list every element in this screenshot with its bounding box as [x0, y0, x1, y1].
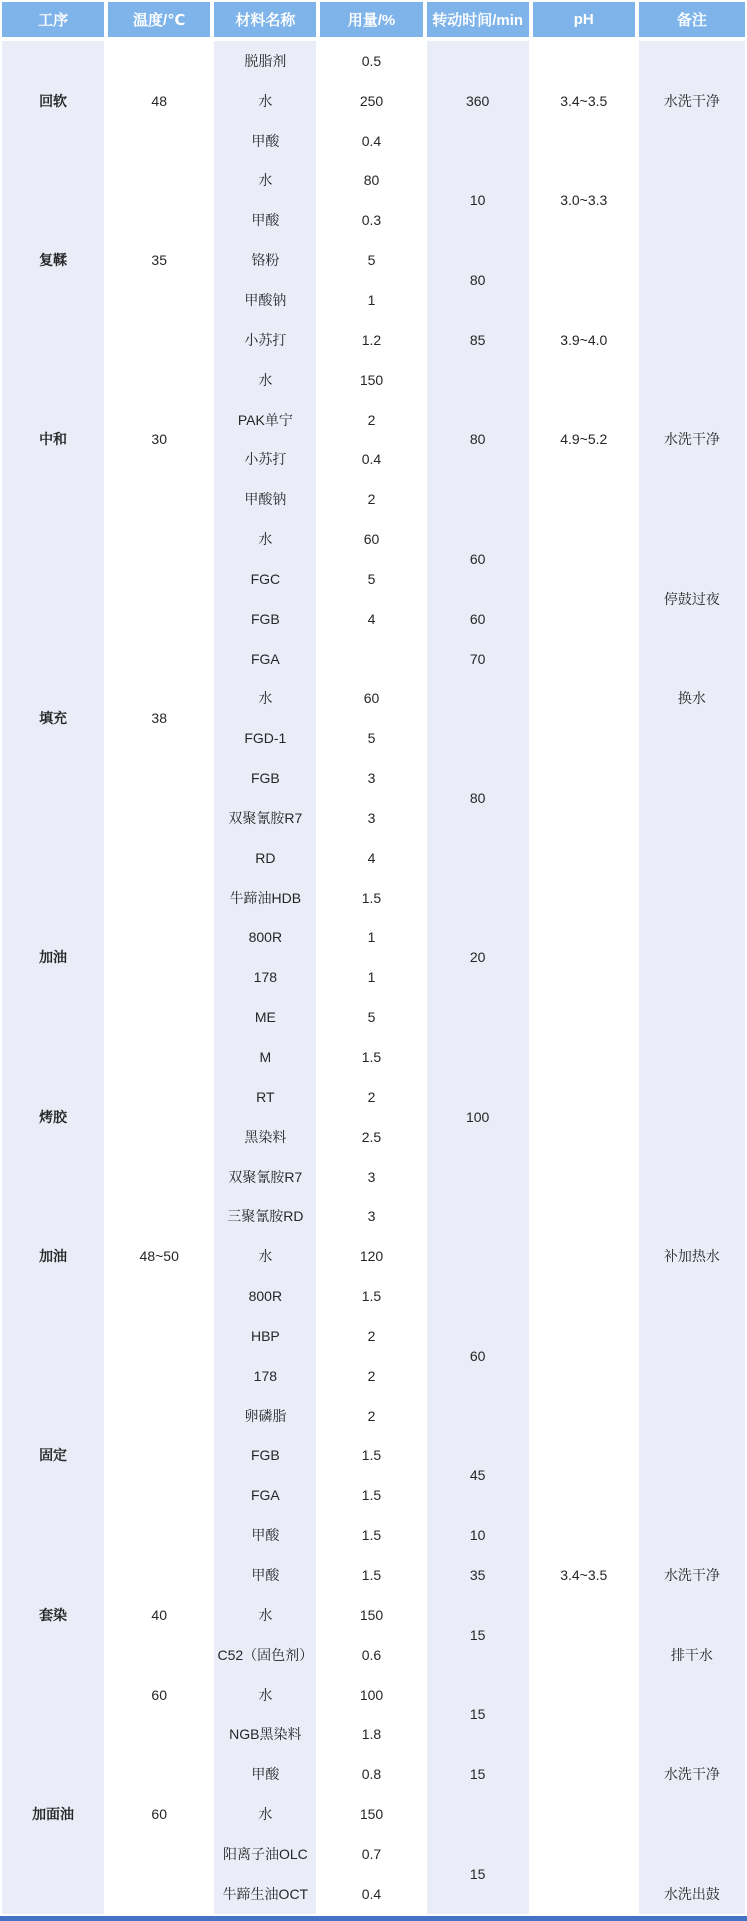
cell-amount: 120 [320, 1236, 426, 1276]
cell-amount: 3 [320, 1157, 426, 1197]
cell-amount: 100 [320, 1675, 426, 1715]
cell-ph: 3.9~4.0 [533, 320, 639, 360]
cell-note [639, 1515, 745, 1555]
cell-ph [533, 240, 639, 280]
cell-amount: 0.4 [320, 1874, 426, 1914]
cell-material: 800R [214, 918, 320, 958]
header-note: 备注 [639, 2, 745, 41]
cell-ph [533, 878, 639, 918]
cell-amount: 0.6 [320, 1635, 426, 1675]
header-temperature: 温度/℃ [108, 2, 214, 41]
cell-ph [533, 519, 639, 559]
cell-amount: 1.5 [320, 1555, 426, 1595]
table-row [2, 1396, 745, 1436]
table-row [2, 41, 745, 81]
cell-process [2, 1475, 108, 1515]
cell-time: 20 [427, 878, 533, 1037]
cell-material: RT [214, 1077, 320, 1117]
cell-time: 35 [427, 1555, 533, 1595]
cell-amount: 250 [320, 81, 426, 121]
cell-amount: 1 [320, 280, 426, 320]
cell-process [2, 1675, 108, 1715]
cell-material: 双聚氰胺R7 [214, 1157, 320, 1197]
cell-note [639, 838, 745, 878]
cell-time: 80 [427, 360, 533, 519]
cell-amount: 0.3 [320, 200, 426, 240]
cell-ph [533, 639, 639, 679]
cell-ph [533, 1157, 639, 1197]
cell-amount [320, 639, 426, 679]
cell-note [639, 1316, 745, 1356]
cell-ph [533, 599, 639, 639]
cell-material: 水 [214, 1675, 320, 1715]
cell-amount: 2 [320, 1396, 426, 1436]
table-row [2, 1874, 745, 1914]
cell-time: 70 [427, 639, 533, 679]
cell-amount: 2 [320, 1356, 426, 1396]
cell-note [639, 798, 745, 838]
cell-material: 甲酸 [214, 200, 320, 240]
cell-material: 小苏打 [214, 439, 320, 479]
cell-amount: 1.5 [320, 1475, 426, 1515]
cell-material: 双聚氰胺R7 [214, 798, 320, 838]
cell-time: 60 [427, 599, 533, 639]
cell-time: 80 [427, 240, 533, 320]
cell-amount: 1.5 [320, 1436, 426, 1476]
cell-ph [533, 1675, 639, 1715]
cell-temperature [108, 1396, 214, 1436]
cell-ph [533, 1037, 639, 1077]
cell-temperature: 30 [108, 360, 214, 519]
cell-note: 水洗干净 [639, 360, 745, 519]
cell-ph [533, 1874, 639, 1914]
cell-amount: 2 [320, 1316, 426, 1356]
cell-material: 甲酸 [214, 1515, 320, 1555]
cell-material: 三聚氰胺RD [214, 1196, 320, 1236]
cell-amount: 2 [320, 479, 426, 519]
table-row [2, 878, 745, 918]
cell-material: 黑染料 [214, 1117, 320, 1157]
cell-ph [533, 1316, 639, 1356]
cell-note [639, 1077, 745, 1117]
cell-amount: 80 [320, 161, 426, 201]
cell-ph [533, 679, 639, 719]
cell-note [639, 758, 745, 798]
cell-ph [533, 1117, 639, 1157]
cell-amount: 1.2 [320, 320, 426, 360]
table-row [2, 1794, 745, 1834]
cell-process [2, 1874, 108, 1914]
header-process: 工序 [2, 2, 108, 41]
cell-material: FGB [214, 758, 320, 798]
table-row [2, 1196, 745, 1236]
cell-note [639, 1436, 745, 1476]
cell-material: FGB [214, 1436, 320, 1476]
cell-note [639, 240, 745, 280]
table-row [2, 1595, 745, 1635]
cell-material: 甲酸钠 [214, 280, 320, 320]
cell-amount: 2 [320, 400, 426, 440]
cell-material: 水 [214, 679, 320, 719]
cell-amount: 0.5 [320, 41, 426, 81]
cell-process [2, 1714, 108, 1754]
cell-ph [533, 718, 639, 758]
cell-ph [533, 1436, 639, 1476]
cell-ph [533, 1196, 639, 1236]
table-row [2, 1675, 745, 1715]
cell-process [2, 1356, 108, 1396]
cell-material: NGB黑染料 [214, 1714, 320, 1754]
cell-ph: 3.4~3.5 [533, 41, 639, 161]
cell-note [639, 1475, 745, 1515]
cell-material: 水 [214, 81, 320, 121]
cell-temperature [108, 1475, 214, 1515]
cell-temperature [108, 1754, 214, 1794]
cell-temperature [108, 1635, 214, 1675]
cell-ph [533, 1834, 639, 1874]
cell-amount: 1.5 [320, 878, 426, 918]
cell-time: 360 [427, 41, 533, 161]
table-row [2, 1356, 745, 1396]
table-row [2, 1436, 745, 1476]
cell-time [427, 679, 533, 719]
cell-time: 45 [427, 1436, 533, 1516]
table-row [2, 559, 745, 599]
cell-ph [533, 1077, 639, 1117]
cell-process: 加油 [2, 878, 108, 1037]
cell-material: 178 [214, 957, 320, 997]
cell-temperature [108, 1834, 214, 1874]
cell-ph [533, 1356, 639, 1396]
cell-material: 牛蹄油HDB [214, 878, 320, 918]
cell-note [639, 718, 745, 758]
cell-material: 178 [214, 1356, 320, 1396]
cell-note [639, 1037, 745, 1077]
cell-temperature [108, 918, 214, 958]
cell-temperature [108, 1555, 214, 1595]
table-row [2, 1316, 745, 1356]
cell-time: 10 [427, 1515, 533, 1555]
cell-note: 排干水 [639, 1635, 745, 1675]
cell-amount: 3 [320, 758, 426, 798]
cell-note [639, 280, 745, 320]
cell-note: 停鼓过夜 [639, 519, 745, 678]
cell-amount: 3 [320, 798, 426, 838]
cell-material: 水 [214, 1236, 320, 1276]
cell-amount: 2.5 [320, 1117, 426, 1157]
table-row [2, 519, 745, 559]
cell-material: 阳离子油OLC [214, 1834, 320, 1874]
cell-process [2, 1196, 108, 1236]
cell-material: 水 [214, 519, 320, 559]
cell-note [639, 320, 745, 360]
cell-note [639, 878, 745, 918]
cell-material: 牛蹄生油OCT [214, 1874, 320, 1914]
header-row [2, 2, 745, 41]
cell-ph [533, 1515, 639, 1555]
cell-material: 甲酸 [214, 121, 320, 161]
cell-temperature: 48~50 [108, 1236, 214, 1276]
cell-material: M [214, 1037, 320, 1077]
cell-material: FGA [214, 639, 320, 679]
cell-ph [533, 1754, 639, 1794]
table-row [2, 918, 745, 958]
cell-time: 15 [427, 1834, 533, 1914]
cell-temperature: 35 [108, 161, 214, 360]
cell-note [639, 1356, 745, 1396]
cell-amount: 3 [320, 1196, 426, 1236]
table-row [2, 1834, 745, 1874]
cell-temperature [108, 1196, 214, 1236]
cell-process: 中和 [2, 360, 108, 519]
cell-ph [533, 1635, 639, 1675]
cell-temperature [108, 997, 214, 1037]
cell-note: 水洗出鼓 [639, 1874, 745, 1914]
cell-note [639, 1794, 745, 1834]
cell-ph [533, 1475, 639, 1515]
cell-process [2, 1754, 108, 1794]
cell-material: 铬粉 [214, 240, 320, 280]
table-row [2, 997, 745, 1037]
cell-temperature [108, 1515, 214, 1555]
cell-material: 水 [214, 1794, 320, 1834]
cell-time: 100 [427, 1037, 533, 1196]
cell-material: 卵磷脂 [214, 1396, 320, 1436]
cell-process [2, 1635, 108, 1675]
cell-note: 水洗干净 [639, 1754, 745, 1794]
cell-material: PAK单宁 [214, 400, 320, 440]
cell-temperature [108, 1276, 214, 1316]
cell-ph [533, 280, 639, 320]
cell-amount: 0.4 [320, 439, 426, 479]
table-row [2, 1555, 745, 1595]
cell-amount: 1 [320, 918, 426, 958]
header-material: 材料名称 [214, 2, 320, 41]
table-row [2, 1077, 745, 1117]
cell-amount: 150 [320, 1595, 426, 1635]
cell-temperature: 38 [108, 559, 214, 878]
table-row [2, 1236, 745, 1276]
header-time: 转动时间/min [427, 2, 533, 41]
cell-ph [533, 1276, 639, 1316]
cell-process: 烤胶 [2, 1037, 108, 1196]
cell-temperature [108, 1436, 214, 1476]
cell-amount: 5 [320, 997, 426, 1037]
cell-amount: 5 [320, 718, 426, 758]
cell-temperature [108, 878, 214, 918]
cell-ph [533, 1714, 639, 1754]
cell-material: FGD-1 [214, 718, 320, 758]
table-row [2, 1037, 745, 1077]
cell-material: 800R [214, 1276, 320, 1316]
cell-ph: 4.9~5.2 [533, 360, 639, 519]
table-row [2, 161, 745, 201]
cell-note [639, 1675, 745, 1715]
cell-time: 15 [427, 1675, 533, 1755]
cell-temperature: 60 [108, 1794, 214, 1834]
cell-ph [533, 798, 639, 838]
cell-ph [533, 838, 639, 878]
cell-ph [533, 758, 639, 798]
cell-process [2, 1834, 108, 1874]
cell-process [2, 1396, 108, 1436]
cell-time [427, 1794, 533, 1834]
cell-time: 85 [427, 320, 533, 360]
process-table [2, 2, 745, 1914]
cell-material: C52（固色剂） [214, 1635, 320, 1675]
cell-time: 60 [427, 519, 533, 599]
cell-process [2, 519, 108, 559]
cell-temperature [108, 1077, 214, 1117]
cell-material: ME [214, 997, 320, 1037]
header-ph: pH [533, 2, 639, 41]
cell-time [427, 1196, 533, 1236]
cell-amount: 1.5 [320, 1515, 426, 1555]
cell-material: 水 [214, 360, 320, 400]
cell-process [2, 1276, 108, 1316]
cell-temperature: 48 [108, 41, 214, 161]
cell-amount: 150 [320, 360, 426, 400]
cell-material: FGA [214, 1475, 320, 1515]
cell-process: 填充 [2, 559, 108, 878]
cell-process: 套染 [2, 1595, 108, 1635]
cell-amount: 0.4 [320, 121, 426, 161]
cell-amount: 4 [320, 838, 426, 878]
cell-note [639, 1834, 745, 1874]
cell-note [639, 957, 745, 997]
cell-note [639, 1396, 745, 1436]
cell-note [639, 1714, 745, 1754]
cell-ph [533, 997, 639, 1037]
cell-note: 换水 [639, 679, 745, 719]
table-row [2, 1714, 745, 1754]
cell-material: RD [214, 838, 320, 878]
cell-time: 10 [427, 161, 533, 241]
cell-process: 回软 [2, 41, 108, 161]
cell-note [639, 1157, 745, 1197]
cell-note [639, 1117, 745, 1157]
cell-temperature [108, 519, 214, 559]
cell-material: 甲酸 [214, 1555, 320, 1595]
cell-amount: 2 [320, 1077, 426, 1117]
cell-note [639, 1595, 745, 1635]
cell-note [639, 1276, 745, 1316]
table-row [2, 1117, 745, 1157]
cell-process [2, 1555, 108, 1595]
cell-process: 复鞣 [2, 161, 108, 360]
cell-note [639, 918, 745, 958]
table-row [2, 1157, 745, 1197]
cell-amount: 60 [320, 679, 426, 719]
cell-amount: 0.7 [320, 1834, 426, 1874]
table-row [2, 957, 745, 997]
cell-temperature [108, 1356, 214, 1396]
cell-note [639, 161, 745, 201]
cell-ph [533, 1396, 639, 1436]
cell-note: 水洗干净 [639, 1555, 745, 1595]
cell-temperature [108, 1037, 214, 1077]
cell-amount: 1 [320, 957, 426, 997]
cell-ph [533, 918, 639, 958]
cell-amount: 60 [320, 519, 426, 559]
cell-note [639, 1196, 745, 1236]
table-row [2, 360, 745, 400]
cell-note: 水洗干净 [639, 41, 745, 161]
cell-temperature [108, 1157, 214, 1197]
cell-note [639, 997, 745, 1037]
bottom-border-bar [0, 1916, 747, 1921]
cell-material: 甲酸钠 [214, 479, 320, 519]
cell-material: FGB [214, 599, 320, 639]
cell-material: 小苏打 [214, 320, 320, 360]
table-row [2, 1475, 745, 1515]
cell-amount: 5 [320, 559, 426, 599]
cell-temperature [108, 1714, 214, 1754]
cell-note [639, 200, 745, 240]
cell-note: 补加热水 [639, 1236, 745, 1276]
cell-temperature: 40 [108, 1595, 214, 1635]
cell-temperature [108, 957, 214, 997]
cell-time: 80 [427, 718, 533, 877]
cell-process: 加油 [2, 1236, 108, 1276]
cell-time: 60 [427, 1276, 533, 1435]
cell-amount: 1.8 [320, 1714, 426, 1754]
cell-ph [533, 559, 639, 599]
cell-temperature [108, 1117, 214, 1157]
cell-material: 甲酸 [214, 1754, 320, 1794]
cell-temperature [108, 1874, 214, 1914]
cell-process: 固定 [2, 1436, 108, 1476]
cell-time: 15 [427, 1595, 533, 1675]
cell-process [2, 1316, 108, 1356]
cell-ph [533, 1794, 639, 1834]
cell-material: 水 [214, 1595, 320, 1635]
cell-process: 加面油 [2, 1794, 108, 1834]
cell-material: FGC [214, 559, 320, 599]
cell-amount: 4 [320, 599, 426, 639]
cell-amount: 150 [320, 1794, 426, 1834]
cell-temperature [108, 1316, 214, 1356]
cell-ph: 3.4~3.5 [533, 1555, 639, 1595]
cell-amount: 5 [320, 240, 426, 280]
table-row [2, 1754, 745, 1794]
cell-ph [533, 1236, 639, 1276]
header-amount: 用量/% [320, 2, 426, 41]
table-row [2, 1515, 745, 1555]
cell-process [2, 1515, 108, 1555]
cell-time [427, 1236, 533, 1276]
table-row [2, 1276, 745, 1316]
cell-ph: 3.0~3.3 [533, 161, 639, 241]
cell-amount: 1.5 [320, 1037, 426, 1077]
table-row [2, 1635, 745, 1675]
cell-amount: 0.8 [320, 1754, 426, 1794]
cell-time: 15 [427, 1754, 533, 1794]
cell-ph [533, 1595, 639, 1635]
cell-amount: 1.5 [320, 1276, 426, 1316]
cell-material: 水 [214, 161, 320, 201]
cell-temperature: 60 [108, 1675, 214, 1715]
cell-material: HBP [214, 1316, 320, 1356]
cell-material: 脱脂剂 [214, 41, 320, 81]
cell-ph [533, 957, 639, 997]
